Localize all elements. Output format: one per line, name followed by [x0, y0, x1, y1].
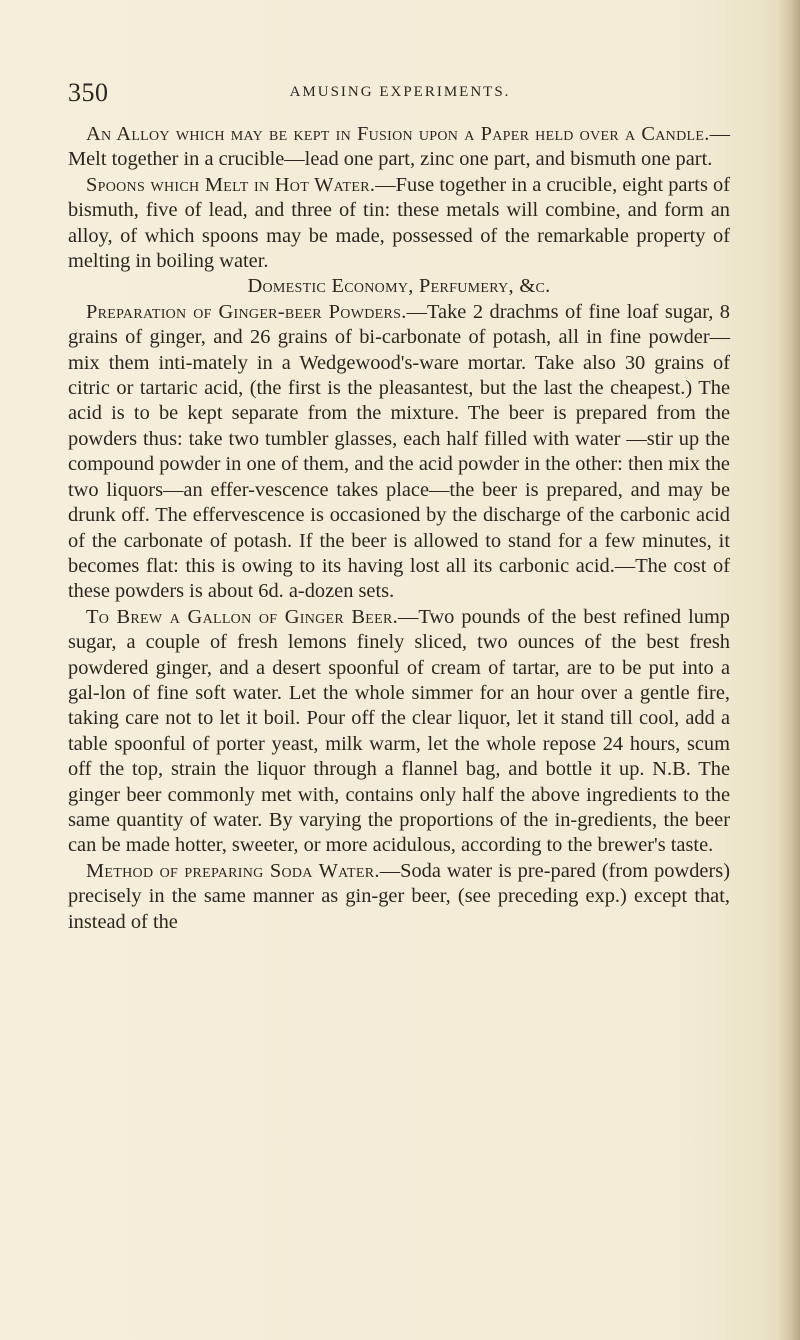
- paragraph-brew-ginger-beer: [68, 605, 730, 859]
- page-edge-shadow: [778, 0, 800, 1340]
- paragraph-heading: To Brew a Gallon of Ginger Beer.: [86, 605, 399, 628]
- paragraph-ginger-beer-powders: [68, 300, 730, 605]
- paragraph-body: —Fuse together in a crucible, eight parts of bismuth, five of lead, and three of tin: these metals will combine, and form an alloy, of which spoons may be made, possessed of the remarkable property of melting in boiling water.: [68, 173, 730, 273]
- paragraph-heading: Method of preparing Soda Water.: [86, 859, 380, 882]
- paragraph-heading: Preparation of Ginger-beer Powders.: [86, 300, 407, 323]
- page-header: [68, 78, 732, 108]
- paragraph-soda-water: [68, 859, 730, 935]
- running-title: AMUSING EXPERIMENTS.: [289, 84, 511, 100]
- paragraph-body: —Melt together in a crucible—lead one part, zinc one part, and bismuth one part.: [68, 123, 730, 171]
- paragraph-body: —Two pounds of the best refined lump sugar, a couple of fresh lemons finely sliced, two ounces of the best fresh powdered ginger, and a desert spoonful of cream of tartar, are to be put into a gal-lon of fine soft water. Let the whole simmer for an hour over a gentle fire, taking care not to let it boil. Pour off the clear liquor, let it stand till cool, add a table spoonful of porter yeast, milk warm, let the whole repose 24 hours, scum off the top, strain the liquor through a flannel bag, and bottle it up. N.B. The ginger beer commonly met with, contains only half the above ingredients to the same quantity of water. By varying the proportions of the in-gredients, the beer can be made hotter, sweeter, or more acidulous, according to the brewer's taste.: [68, 605, 730, 857]
- paragraph-body: —Take 2 drachms of fine loaf sugar, 8 grains of ginger, and 26 grains of bi-carbonate of potash, all in fine powder—mix them inti-mately in a Wedgewood's-ware mortar. Take also 30 grains of citric or tartaric acid, (the first is the pleasantest, but the last the cheapest.) The acid is to be kept separate from the mixture. The beer is prepared from the powders thus: take two tumbler glasses, each half filled with water —stir up the compound powder in one of them, and the acid powder in the other: then mix the two liquors—an effer-vescence takes place—the beer is prepared, and may be drunk off. The effervescence is occasioned by the discharge of the carbonic acid of the carbonate of potash. If the beer is allowed to stand for a few minutes, it becomes flat: this is owing to its having lost all its carbonic acid.—The cost of these powders is about 6d. a-dozen sets.: [68, 300, 730, 603]
- paragraph-heading: An Alloy which may be kept in Fusion upon a Paper held over a Candle.: [86, 123, 710, 145]
- paragraph-spoons: [68, 173, 730, 275]
- body-text: [68, 122, 730, 935]
- paragraph-alloy: [68, 122, 730, 173]
- page-number: 350: [68, 78, 109, 107]
- paragraph-body: —Soda water is pre-pared (from powders) precisely in the same manner as gin-ger beer, (see preceding exp.) except that, instead of the: [68, 859, 730, 933]
- paragraph-heading: Spoons which Melt in Hot Water.: [86, 173, 376, 196]
- section-title: Domestic Economy, Perfumery, &c.: [247, 275, 551, 298]
